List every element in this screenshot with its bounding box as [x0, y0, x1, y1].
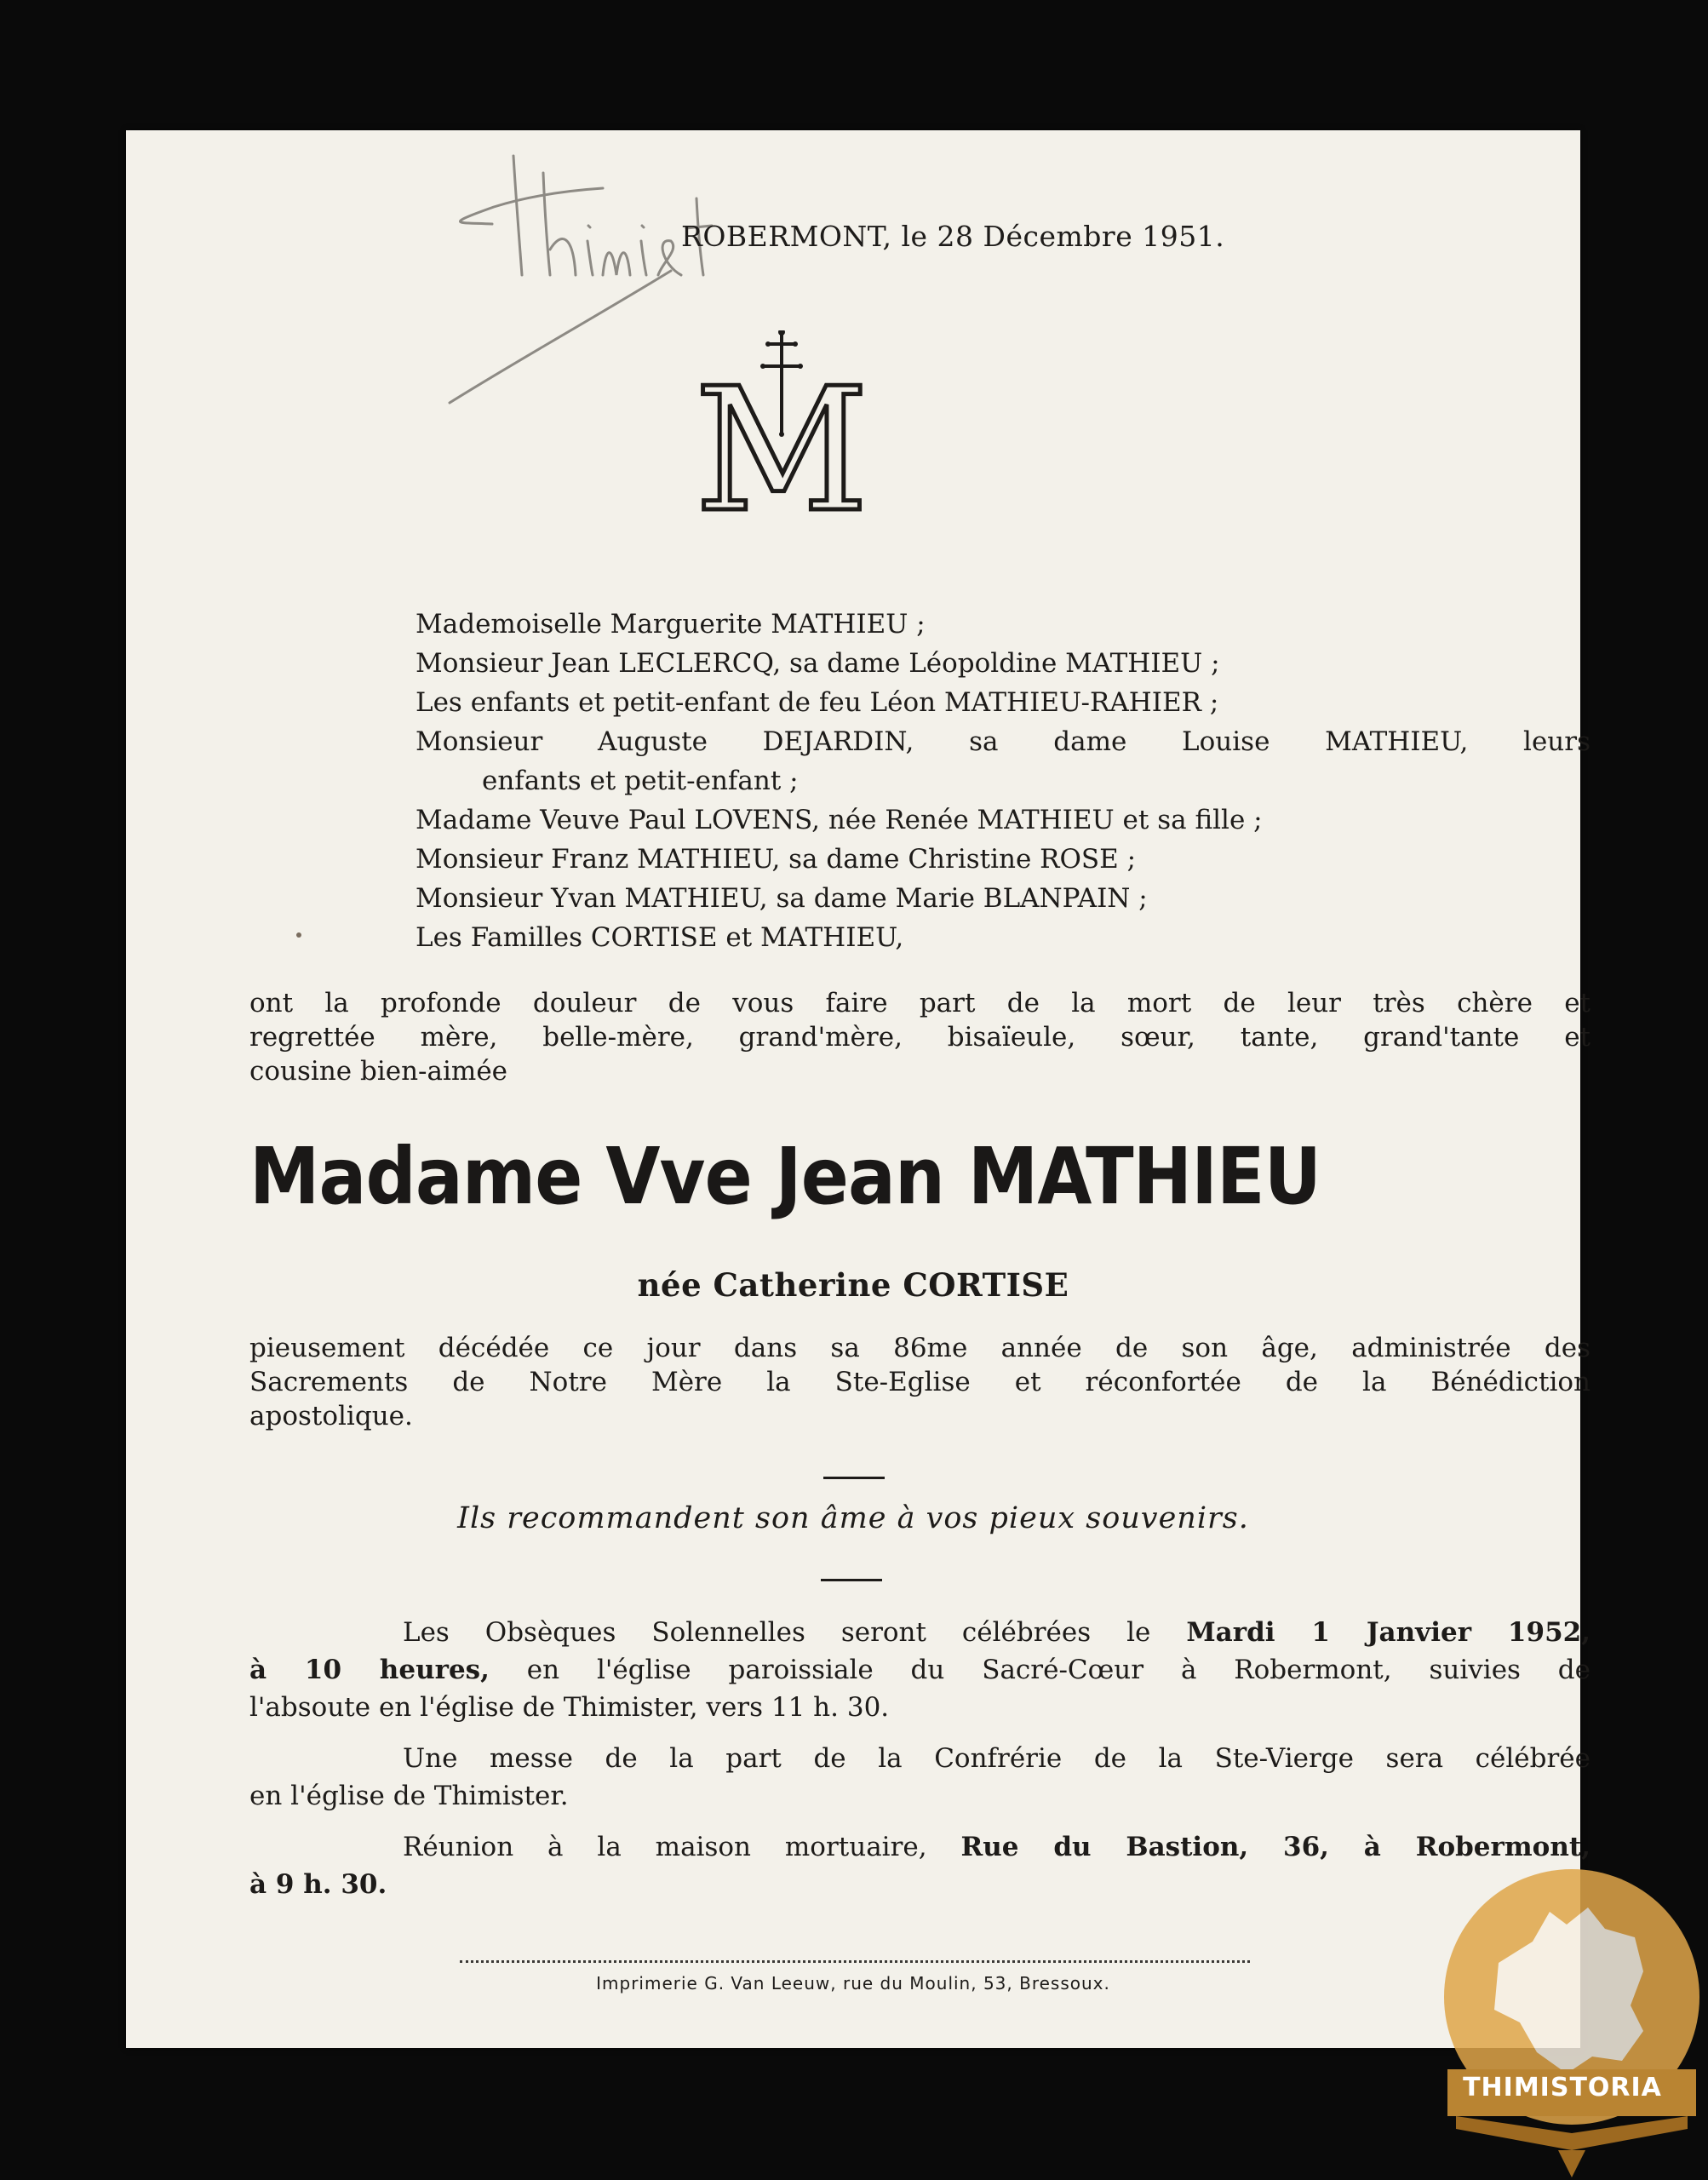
- maiden-name: née Catherine CORTISE: [637, 1266, 1069, 1304]
- family-list: [416, 605, 1591, 957]
- marian-monogram-icon: [688, 330, 875, 518]
- funeral-details: [249, 1614, 1591, 1917]
- dotted-divider: [460, 1960, 1250, 1963]
- recommendation-line: Ils recommandent son âme à vos pieux souvenirs.: [457, 1501, 1249, 1535]
- announcement-line: ont la profonde douleur de vous faire part de la mort de leur très chère et: [249, 988, 1591, 1018]
- funeral-notice-sheet: [126, 130, 1591, 2048]
- family-line: Monsieur Franz MATHIEU, sa dame Christine ROSE ;: [416, 844, 1137, 875]
- deceased-name: Madame Vve Jean MATHIEU: [249, 1131, 1321, 1222]
- funeral-line: l'absoute en l'église de Thimister, vers 11 h. 30.: [249, 1692, 890, 1723]
- funeral-line: en l'église de Thimister.: [249, 1781, 569, 1811]
- funeral-address: Rue du Bastion, 36, à Robermont,: [960, 1832, 1591, 1862]
- funeral-line: [249, 1651, 1591, 1689]
- funeral-time: à 10 heures,: [249, 1655, 490, 1685]
- separator-rule-top: [823, 1477, 885, 1479]
- family-line: enfants et petit-enfant ;: [482, 766, 799, 796]
- family-line: Mademoiselle Marguerite MATHIEU ;: [416, 609, 926, 640]
- death-paragraph: [249, 1331, 1591, 1433]
- thimistoria-logo-icon: [1439, 1861, 1705, 2180]
- place-and-date: ROBERMONT, le 28 Décembre 1951.: [681, 220, 1225, 253]
- paper-speck: [296, 932, 301, 938]
- family-line: Les enfants et petit-enfant de feu Léon MATHIEU-RAHIER ;: [416, 687, 1219, 718]
- separator-rule-bottom: [821, 1579, 882, 1581]
- funeral-paragraph-mass: [249, 1740, 1591, 1815]
- family-line: Monsieur Jean LECLERCQ, sa dame Léopoldine MATHIEU ;: [416, 648, 1220, 679]
- announcement-paragraph: [249, 986, 1591, 1088]
- funeral-meeting-time: à 9 h. 30.: [249, 1869, 387, 1900]
- funeral-text: Les Obsèques Solennelles seront célébrées le: [403, 1617, 1187, 1648]
- funeral-text: Réunion à la maison mortuaire,: [403, 1832, 961, 1862]
- watermark-label: THIMISTORIA: [1463, 2073, 1662, 2103]
- funeral-line: [249, 1614, 1591, 1651]
- funeral-line: Une messe de la part de la Confrérie de la Ste-Vierge sera célébrée: [403, 1743, 1591, 1774]
- death-line: pieusement décédée ce jour dans sa 86me année de son âge, administrée des: [249, 1333, 1591, 1363]
- funeral-text: en l'église paroissiale du Sacré-Cœur à Robermont, suivies de: [489, 1655, 1591, 1685]
- funeral-line: [249, 1828, 1591, 1866]
- funeral-date: Mardi 1 Janvier 1952,: [1186, 1617, 1591, 1648]
- death-line: Sacrements de Notre Mère la Ste-Eglise et réconfortée de la Bénédiction: [249, 1367, 1591, 1397]
- funeral-paragraph-meeting: [249, 1828, 1591, 1903]
- handwritten-note-scribble: [364, 147, 722, 428]
- family-line: Les Familles CORTISE et MATHIEU,: [416, 922, 904, 953]
- printer-credit: Imprimerie G. Van Leeuw, rue du Moulin, 53, Bressoux.: [596, 1973, 1110, 1994]
- death-line: apostolique.: [249, 1401, 413, 1431]
- family-line: Madame Veuve Paul LOVENS, née Renée MATHIEU et sa fille ;: [416, 805, 1263, 835]
- family-line: Monsieur Auguste DEJARDIN, sa dame Louise MATHIEU, leurs: [416, 726, 1591, 757]
- monogram-letter: M: [694, 352, 869, 518]
- announcement-line: cousine bien-aimée: [249, 1056, 508, 1087]
- family-line: Monsieur Yvan MATHIEU, sa dame Marie BLANPAIN ;: [416, 883, 1148, 914]
- announcement-line: regrettée mère, belle-mère, grand'mère, bisaïeule, sœur, tante, grand'tante et: [249, 1022, 1591, 1053]
- funeral-paragraph-service: [249, 1614, 1591, 1726]
- funeral-line: [249, 1866, 1591, 1903]
